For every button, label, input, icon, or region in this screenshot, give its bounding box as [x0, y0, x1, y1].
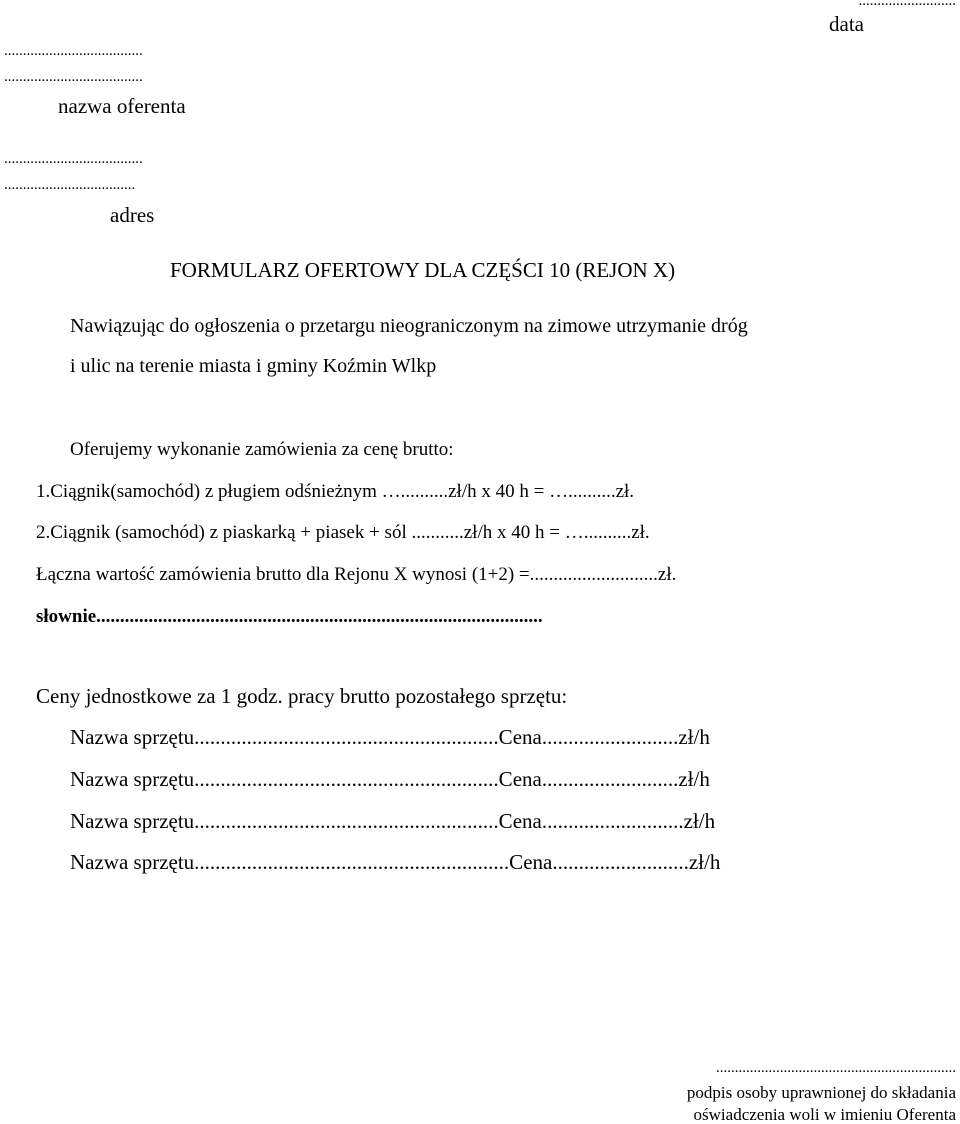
equipment-row: Nazwa sprzętu............................................................Cena..........................zł/h [70, 850, 721, 874]
address-dots-2: ................................... [4, 177, 136, 193]
equipment-heading: Ceny jednostkowe za 1 godz. pracy brutto pozostałego sprzętu: [36, 684, 568, 708]
intro-line-1: Nawiązując do ogłoszenia o przetargu nieograniczonym na zimowe utrzymanie dróg [70, 315, 748, 337]
offerer-dots-1: ..................................... [4, 43, 143, 59]
offer-total: Łączna wartość zamówienia brutto dla Rejonu X wynosi (1+2) =...........................zł. [36, 564, 677, 585]
date-label: data [829, 12, 864, 36]
address-dots-1: ..................................... [4, 151, 143, 167]
offerer-dots-2: ..................................... [4, 69, 143, 85]
signature-dots: ................................................................ [716, 1060, 956, 1076]
date-dots: .......................... [858, 0, 956, 9]
equipment-row: Nazwa sprzętu..........................................................Cena..........................zł/h [70, 725, 710, 749]
signature-line-1: podpis osoby uprawnionej do składania [686, 1083, 956, 1102]
offer-total-in-words: słownie.............................................................................................. [36, 606, 543, 627]
equipment-row: Nazwa sprzętu..........................................................Cena...........................zł/h [70, 809, 716, 833]
offerer-label: nazwa oferenta [58, 94, 186, 118]
equipment-row: Nazwa sprzętu..........................................................Cena..........................zł/h [70, 767, 710, 791]
form-title: FORMULARZ OFERTOWY DLA CZĘŚCI 10 (REJON X) [170, 258, 676, 282]
offer-intro: Oferujemy wykonanie zamówienia za cenę brutto: [70, 439, 454, 460]
offer-item-2: 2.Ciągnik (samochód) z piaskarką + piasek + sól ...........zł/h x 40 h = …..........zł. [36, 522, 650, 543]
offer-item-1: 1.Ciągnik(samochód) z pługiem odśnieżnym …..........zł/h x 40 h = …..........zł. [36, 481, 635, 502]
signature-line-2: oświadczenia woli w imieniu Oferenta [693, 1105, 956, 1124]
address-label: adres [110, 203, 155, 227]
intro-line-2: i ulic na terenie miasta i gminy Koźmin Wlkp [70, 355, 437, 377]
